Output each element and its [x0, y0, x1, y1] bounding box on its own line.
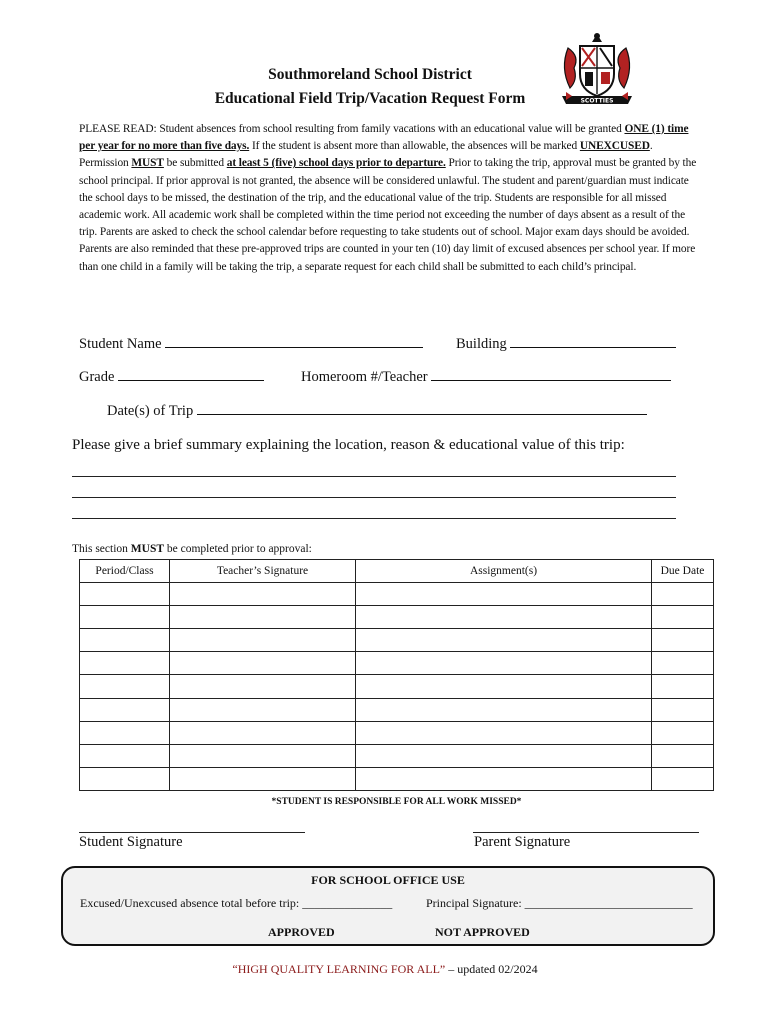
- not-approved-option[interactable]: NOT APPROVED: [435, 925, 530, 939]
- form-title: Educational Field Trip/Vacation Request Form: [214, 90, 526, 107]
- intro-text: . Permission: [79, 140, 653, 170]
- student-signature-line[interactable]: [79, 832, 305, 833]
- student-signature-label: Student Signature: [79, 834, 183, 850]
- cell-due-date[interactable]: [652, 744, 714, 767]
- cell-assignments[interactable]: [356, 698, 652, 721]
- cell-assignments[interactable]: [356, 629, 652, 652]
- approval-note-text: be completed prior to approval:: [164, 543, 312, 555]
- table-row: [80, 606, 714, 629]
- cell-teacher-signature[interactable]: [170, 744, 356, 767]
- table-row: [80, 744, 714, 767]
- cell-period-class[interactable]: [80, 652, 170, 675]
- cell-teacher-signature[interactable]: [170, 767, 356, 790]
- cell-period-class[interactable]: [80, 698, 170, 721]
- footer-motto: “HIGH QUALITY LEARNING FOR ALL”: [232, 962, 446, 976]
- footer: [120, 962, 650, 977]
- col-due-date: Due Date: [652, 560, 714, 583]
- table-row: [80, 675, 714, 698]
- summary-line-1[interactable]: [72, 476, 676, 477]
- trip-dates-field[interactable]: [107, 402, 647, 420]
- cell-period-class[interactable]: [80, 767, 170, 790]
- building-line[interactable]: [510, 335, 676, 348]
- cell-due-date[interactable]: [652, 583, 714, 606]
- cell-due-date[interactable]: [652, 606, 714, 629]
- table-row: [80, 629, 714, 652]
- parent-signature-label: Parent Signature: [474, 834, 571, 850]
- grade-line[interactable]: [118, 368, 264, 381]
- intro-bold-unexcused: UNEXCUSED: [579, 140, 650, 153]
- col-teacher-signature: Teacher’s Signature: [170, 560, 356, 583]
- col-period-class: Period/Class: [80, 560, 170, 583]
- district-title: Southmoreland School District: [268, 66, 472, 83]
- cell-due-date[interactable]: [652, 629, 714, 652]
- cell-assignments[interactable]: [356, 675, 652, 698]
- grade-field[interactable]: [79, 368, 264, 386]
- cell-assignments[interactable]: [356, 606, 652, 629]
- crest-banner-text: SCOTTIES: [580, 97, 614, 105]
- homeroom-label: Homeroom #/Teacher: [301, 369, 428, 385]
- approval-note-must: MUST: [130, 543, 165, 555]
- parent-signature-line[interactable]: [473, 832, 699, 833]
- cell-assignments[interactable]: [356, 767, 652, 790]
- cell-teacher-signature[interactable]: [170, 606, 356, 629]
- cell-teacher-signature[interactable]: [170, 652, 356, 675]
- cell-period-class[interactable]: [80, 721, 170, 744]
- cell-assignments[interactable]: [356, 583, 652, 606]
- cell-assignments[interactable]: [356, 652, 652, 675]
- assignment-table: [79, 559, 714, 791]
- principal-signature-field[interactable]: Principal Signature: ____________________________: [426, 896, 693, 910]
- table-row: [80, 583, 714, 606]
- cell-teacher-signature[interactable]: [170, 721, 356, 744]
- table-row: [80, 767, 714, 790]
- student-name-label: Student Name: [79, 336, 162, 352]
- footer-updated: – updated 02/2024: [445, 962, 538, 976]
- cell-assignments[interactable]: [356, 744, 652, 767]
- grade-label: Grade: [79, 369, 115, 385]
- summary-line-3[interactable]: [72, 518, 676, 519]
- responsibility-note: *STUDENT IS RESPONSIBLE FOR ALL WORK MISSED*: [271, 797, 522, 807]
- cell-assignments[interactable]: [356, 721, 652, 744]
- cell-teacher-signature[interactable]: [170, 583, 356, 606]
- cell-teacher-signature[interactable]: [170, 629, 356, 652]
- table-row: [80, 721, 714, 744]
- cell-due-date[interactable]: [652, 652, 714, 675]
- table-header-row: [80, 560, 714, 583]
- table-row: [80, 698, 714, 721]
- intro-text: Prior to taking the trip, approval must be granted by the school principal. If prior approval is not granted, the absence will be considered unlawful. The student and parent/guardian must indicate the school days to be missed, the destination of the trip, and the educational value of the trip. Students are responsible for all missed academic work. All academic work shall be completed within the time period not exceeding the number of days absent as a result of the trip. Parents are asked to check the school calendar before requesting to take students out of school. Major exam days should be avoided. Parents are also reminded that these pre-approved trips are counted in your ten (10) day limit of excused absences per school year. If more than one child in a family will be taking the trip, a separate request for each child shall be submitted to each child’s principal.: [79, 157, 697, 273]
- cell-due-date[interactable]: [652, 698, 714, 721]
- cell-teacher-signature[interactable]: [170, 698, 356, 721]
- trip-dates-line[interactable]: [197, 402, 647, 415]
- building-label: Building: [456, 336, 507, 352]
- cell-period-class[interactable]: [80, 629, 170, 652]
- summary-line-2[interactable]: [72, 497, 676, 498]
- building-field[interactable]: [456, 335, 676, 353]
- office-use-box: [61, 866, 715, 946]
- homeroom-field[interactable]: [301, 368, 671, 386]
- office-use-title: FOR SCHOOL OFFICE USE: [311, 873, 465, 887]
- intro-text: If the student is absent more than allowable, the absences will be marked: [249, 140, 580, 153]
- intro-paragraph: [79, 121, 701, 276]
- intro-bold-deadline: at least 5 (five) school days prior to departure.: [226, 157, 446, 170]
- intro-bold-limit: ONE (1) time per year for no more than five days.: [79, 123, 689, 153]
- intro-text: PLEASE READ: Student absences from school resulting from family vacations with an educational value will be granted: [79, 123, 622, 135]
- trip-dates-label: Date(s) of Trip: [107, 403, 194, 419]
- cell-due-date[interactable]: [652, 675, 714, 698]
- approved-option[interactable]: APPROVED: [268, 925, 335, 939]
- cell-period-class[interactable]: [80, 606, 170, 629]
- homeroom-line[interactable]: [431, 368, 671, 381]
- summary-question: Please give a brief summary explaining the location, reason & educational value of this trip:: [72, 437, 625, 453]
- student-name-field[interactable]: [79, 335, 423, 353]
- table-row: [80, 652, 714, 675]
- school-crest-logo: [558, 30, 636, 108]
- cell-due-date[interactable]: [652, 721, 714, 744]
- cell-teacher-signature[interactable]: [170, 675, 356, 698]
- intro-text: be submitted: [163, 157, 227, 170]
- cell-period-class[interactable]: [80, 744, 170, 767]
- approval-note-text: This section: [72, 543, 131, 555]
- intro-bold-must: MUST: [131, 157, 164, 170]
- col-assignments: Assignment(s): [356, 560, 652, 583]
- cell-period-class[interactable]: [80, 583, 170, 606]
- cell-period-class[interactable]: [80, 675, 170, 698]
- student-name-line[interactable]: [165, 335, 423, 348]
- cell-due-date[interactable]: [652, 767, 714, 790]
- approval-note: [72, 543, 312, 555]
- absence-total-field[interactable]: Excused/Unexcused absence total before trip: _______________: [80, 896, 393, 910]
